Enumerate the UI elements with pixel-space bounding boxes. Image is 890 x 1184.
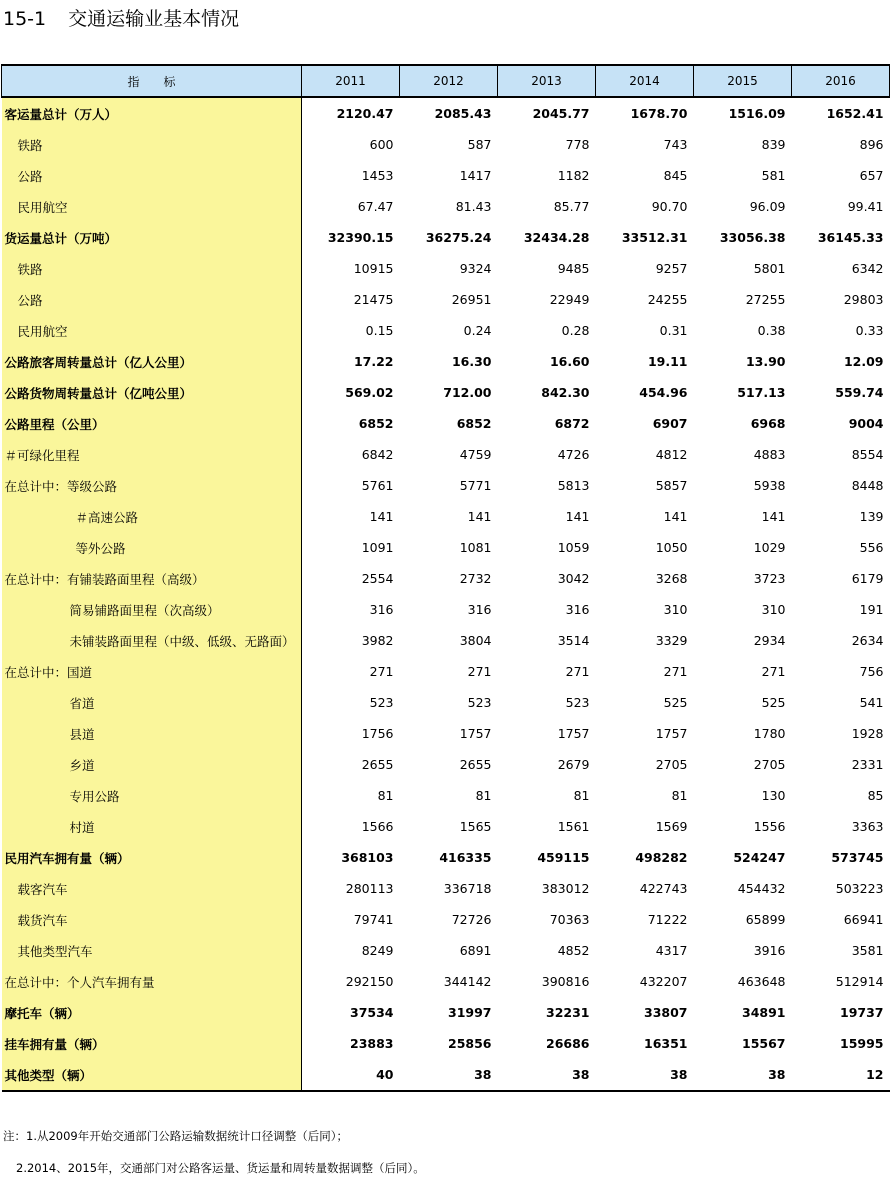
cell-value: 38 [400,1059,498,1091]
cell-value: 72726 [451,912,492,927]
cell-value: 3581 [851,943,884,958]
cell-value: 22949 [549,292,590,307]
cell-value: 0.31 [659,323,688,338]
table-row [2,160,890,191]
cell-value: 2634 [851,633,884,648]
row-label: 民用航空 [2,315,302,346]
cell-value: 6179 [851,571,884,586]
cell-value: 1566 [361,819,394,834]
cell-value: 5771 [459,478,492,493]
cell-value: 503223 [835,881,884,896]
cell-value: 383012 [541,881,590,896]
cell-value: 15567 [742,1036,786,1051]
cell-value: 4317 [655,943,688,958]
cell-value: 2732 [459,571,492,586]
row-label: 公路旅客周转量总计（亿人公里） [2,346,302,377]
table-row [2,129,890,160]
cell-value: 3514 [557,633,590,648]
row-label: 公路 [2,160,302,191]
cell-value: 16.30 [451,354,492,369]
cell-value: 139 [859,509,884,524]
row-label: 摩托车（辆） [2,997,302,1028]
cell-value: 15995 [840,1036,884,1051]
cell-value: 525 [663,695,688,710]
cell-value: 37534 [350,1005,394,1020]
cell-value: 842.30 [541,385,590,400]
row-label: 铁路 [2,253,302,284]
table-row [2,191,890,222]
cell-value: 1516.09 [728,106,786,121]
row-label: 专用公路 [2,780,302,811]
cell-value: 0.38 [757,323,786,338]
cell-value: 316 [369,602,394,617]
cell-value: 36145.33 [817,230,884,245]
table-row [2,1059,890,1091]
cell-value: 3916 [753,943,786,958]
cell-value: 71222 [647,912,688,927]
table-row [2,501,890,532]
cell-value: 1757 [557,726,590,741]
cell-value: 5813 [557,478,590,493]
cell-value: 280113 [345,881,394,896]
cell-value: 4759 [459,447,492,462]
row-label: 在总计中：个人汽车拥有量 [2,966,302,997]
cell-value: 1780 [753,726,786,741]
table-row [2,687,890,718]
cell-value: 541 [859,695,884,710]
row-label: 乡道 [2,749,302,780]
cell-value: 90.70 [651,199,688,214]
cell-value: 2120.47 [336,106,394,121]
cell-value: 1757 [655,726,688,741]
row-label: 民用航空 [2,191,302,222]
cell-value: 0.15 [365,323,394,338]
table-row [2,811,890,842]
cell-value: 9004 [848,416,884,431]
cell-value: 96.09 [749,199,786,214]
cell-value: 3042 [557,571,590,586]
cell-value: 13.90 [745,354,786,369]
cell-value: 524247 [733,850,786,865]
cell-value: 778 [565,137,590,152]
cell-value: 569.02 [345,385,394,400]
cell-value: 70363 [549,912,590,927]
cell-value: 12 [792,1059,890,1091]
cell-value: 19737 [840,1005,884,1020]
cell-value: 839 [761,137,786,152]
cell-value: 2655 [459,757,492,772]
header-year: 2012 [400,65,498,97]
table-row [2,563,890,594]
header-row [2,65,890,97]
cell-value: 2934 [753,633,786,648]
table-row [2,873,890,904]
header-year: 2015 [694,65,792,97]
cell-value: 4812 [655,447,688,462]
row-label: 公路里程（公里） [2,408,302,439]
cell-value: 523 [565,695,590,710]
cell-value: 34891 [742,1005,786,1020]
table-row [2,315,890,346]
cell-value: 712.00 [443,385,492,400]
row-label: 县道 [2,718,302,749]
cell-value: 1059 [557,540,590,555]
cell-value: 3804 [459,633,492,648]
table-row [2,470,890,501]
cell-value: 6842 [361,447,394,462]
cell-value: 292150 [345,974,394,989]
cell-value: 5938 [753,478,786,493]
table-row [2,718,890,749]
header-year: 2016 [792,65,890,97]
header-year: 2011 [302,65,400,97]
cell-value: 344142 [443,974,492,989]
table-row [2,377,890,408]
row-label: 在总计中：等级公路 [2,470,302,501]
cell-value: 81 [671,788,688,803]
cell-value: 191 [859,602,884,617]
cell-value: 525 [761,695,786,710]
cell-value: 25856 [448,1036,492,1051]
cell-value: 9324 [459,261,492,276]
cell-value: 81 [573,788,590,803]
cell-value: 32231 [546,1005,590,1020]
cell-value: 6852 [358,416,394,431]
row-label: ＃可绿化里程 [2,439,302,470]
cell-value: 141 [663,509,688,524]
cell-value: 454432 [737,881,786,896]
row-label: 村道 [2,811,302,842]
row-label: 未铺装路面里程（中级、低级、无路面） [2,625,302,656]
table-row [2,749,890,780]
cell-value: 1928 [851,726,884,741]
cell-value: 512914 [835,974,884,989]
cell-value: 81.43 [455,199,492,214]
table-row [2,842,890,873]
cell-value: 38 [596,1059,694,1091]
table-body [2,97,890,1091]
cell-value: 2085.43 [434,106,492,121]
header-indicator: 指 标 [2,65,302,97]
table-row [2,532,890,563]
table-row [2,625,890,656]
cell-value: 1678.70 [630,106,688,121]
row-label: 公路货物周转量总计（亿吨公里） [2,377,302,408]
cell-value: 8554 [851,447,884,462]
header-year: 2014 [596,65,694,97]
cell-value: 581 [761,168,786,183]
row-label: 民用汽车拥有量（辆） [2,842,302,873]
cell-value: 2705 [753,757,786,772]
table-row [2,904,890,935]
cell-value: 5857 [655,478,688,493]
row-label: 公路 [2,284,302,315]
cell-value: 390816 [541,974,590,989]
cell-value: 29803 [843,292,884,307]
cell-value: 141 [761,509,786,524]
cell-value: 498282 [635,850,688,865]
cell-value: 587 [467,137,492,152]
cell-value: 454.96 [639,385,688,400]
cell-value: 523 [467,695,492,710]
cell-value: 19.11 [647,354,688,369]
row-label: ＃高速公路 [2,501,302,532]
row-label: 简易铺路面里程（次高级） [2,594,302,625]
cell-value: 79741 [353,912,394,927]
cell-value: 5761 [361,478,394,493]
row-label: 在总计中：国道 [2,656,302,687]
cell-value: 8448 [851,478,884,493]
table-row [2,346,890,377]
cell-value: 1556 [753,819,786,834]
cell-value: 16351 [644,1036,688,1051]
row-label: 客运量总计（万人） [2,97,302,129]
cell-value: 4883 [753,447,786,462]
cell-value: 26686 [546,1036,590,1051]
cell-value: 32390.15 [327,230,394,245]
cell-value: 1652.41 [826,106,884,121]
cell-value: 23883 [350,1036,394,1051]
cell-value: 8249 [361,943,394,958]
cell-value: 33807 [644,1005,688,1020]
cell-value: 99.41 [847,199,884,214]
cell-value: 0.24 [463,323,492,338]
cell-value: 1091 [361,540,394,555]
cell-value: 271 [467,664,492,679]
cell-value: 81 [475,788,492,803]
cell-value: 36275.24 [425,230,492,245]
cell-value: 0.28 [561,323,590,338]
cell-value: 38 [694,1059,792,1091]
cell-value: 422743 [639,881,688,896]
cell-value: 6852 [456,416,492,431]
cell-value: 310 [761,602,786,617]
cell-value: 6968 [750,416,786,431]
cell-value: 38 [498,1059,596,1091]
cell-value: 600 [369,137,394,152]
cell-value: 24255 [647,292,688,307]
cell-value: 517.13 [737,385,786,400]
cell-value: 4726 [557,447,590,462]
row-label: 在总计中：有铺装路面里程（高级） [2,563,302,594]
cell-value: 6872 [554,416,590,431]
cell-value: 2705 [655,757,688,772]
table-row [2,966,890,997]
footnote-2: 2.2014、2015年，交通部门对公路客运量、货运量和周转量数据调整（后同）。 [16,1161,425,1175]
cell-value: 459115 [537,850,590,865]
cell-value: 556 [859,540,884,555]
cell-value: 31997 [448,1005,492,1020]
cell-value: 2554 [361,571,394,586]
cell-value: 17.22 [353,354,394,369]
cell-value: 9485 [557,261,590,276]
table-row [2,222,890,253]
cell-value: 0.33 [855,323,884,338]
cell-value: 5801 [753,261,786,276]
cell-value: 3268 [655,571,688,586]
cell-value: 32434.28 [523,230,590,245]
header-year: 2013 [498,65,596,97]
table-number: 15-1 [3,8,47,30]
cell-value: 1565 [459,819,492,834]
cell-value: 1029 [753,540,786,555]
cell-value: 368103 [341,850,394,865]
table-row [2,1028,890,1059]
cell-value: 432207 [639,974,688,989]
footnote-1: 注：1.从2009年开始交通部门公路运输数据统计口径调整（后同）； [3,1129,348,1143]
row-label: 载客汽车 [2,873,302,904]
cell-value: 316 [467,602,492,617]
cell-value: 3723 [753,571,786,586]
cell-value: 657 [859,168,884,183]
cell-value: 1757 [459,726,492,741]
cell-value: 1182 [557,168,590,183]
row-label: 铁路 [2,129,302,160]
cell-value: 1050 [655,540,688,555]
cell-value: 85 [867,788,884,803]
table-row [2,408,890,439]
cell-value: 1756 [361,726,394,741]
cell-value: 523 [369,695,394,710]
cell-value: 27255 [745,292,786,307]
cell-value: 463648 [737,974,786,989]
cell-value: 130 [761,788,786,803]
cell-value: 2679 [557,757,590,772]
cell-value: 316 [565,602,590,617]
table-row [2,997,890,1028]
row-label: 等外公路 [2,532,302,563]
cell-value: 6342 [851,261,884,276]
cell-value: 66941 [843,912,884,927]
cell-value: 1081 [459,540,492,555]
table-row [2,935,890,966]
cell-value: 9257 [655,261,688,276]
cell-value: 271 [565,664,590,679]
cell-value: 6907 [652,416,688,431]
cell-value: 12.09 [843,354,884,369]
cell-value: 1453 [361,168,394,183]
cell-value: 10915 [353,261,394,276]
cell-value: 21475 [353,292,394,307]
cell-value: 33512.31 [621,230,688,245]
cell-value: 1417 [459,168,492,183]
row-label: 省道 [2,687,302,718]
cell-value: 2655 [361,757,394,772]
cell-value: 65899 [745,912,786,927]
cell-value: 6891 [459,943,492,958]
row-label: 其他类型（辆） [2,1059,302,1091]
cell-value: 1561 [557,819,590,834]
row-label: 挂车拥有量（辆） [2,1028,302,1059]
cell-value: 2331 [851,757,884,772]
stats-table [1,64,890,1092]
cell-value: 1569 [655,819,688,834]
cell-value: 743 [663,137,688,152]
cell-value: 3329 [655,633,688,648]
table-row [2,656,890,687]
cell-value: 4852 [557,943,590,958]
cell-value: 40 [302,1059,400,1091]
cell-value: 3363 [851,819,884,834]
table-row [2,780,890,811]
table-row [2,284,890,315]
cell-value: 310 [663,602,688,617]
cell-value: 271 [369,664,394,679]
cell-value: 896 [859,137,884,152]
table-row [2,97,890,129]
cell-value: 16.60 [549,354,590,369]
cell-value: 26951 [451,292,492,307]
table-row [2,253,890,284]
cell-value: 85.77 [553,199,590,214]
page-title [3,4,239,31]
cell-value: 141 [369,509,394,524]
cell-value: 336718 [443,881,492,896]
cell-value: 3982 [361,633,394,648]
cell-value: 559.74 [835,385,884,400]
row-label: 载货汽车 [2,904,302,935]
table-row [2,594,890,625]
cell-value: 67.47 [357,199,394,214]
cell-value: 756 [859,664,884,679]
cell-value: 33056.38 [719,230,786,245]
table-row [2,439,890,470]
cell-value: 845 [663,168,688,183]
cell-value: 141 [565,509,590,524]
cell-value: 81 [377,788,394,803]
row-label: 货运量总计（万吨） [2,222,302,253]
cell-value: 573745 [831,850,884,865]
table-title: 交通运输业基本情况 [68,8,240,30]
cell-value: 271 [663,664,688,679]
cell-value: 141 [467,509,492,524]
cell-value: 416335 [439,850,492,865]
cell-value: 2045.77 [532,106,590,121]
cell-value: 271 [761,664,786,679]
row-label: 其他类型汽车 [2,935,302,966]
